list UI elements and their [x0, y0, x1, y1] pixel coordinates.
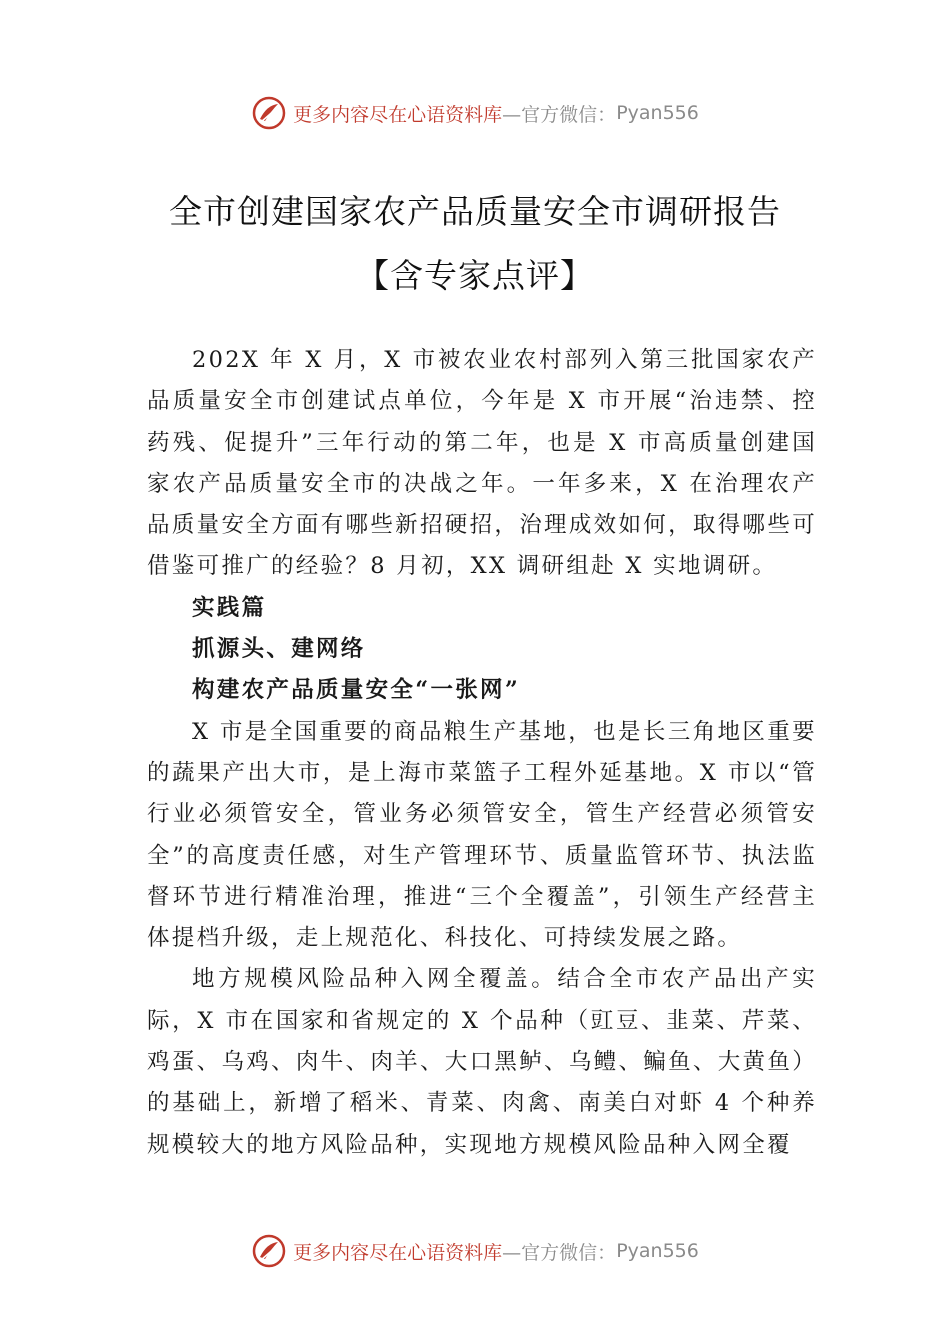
- document-body: [147, 340, 817, 1166]
- banner-wechat-id: Pyan556: [616, 1240, 699, 1262]
- paragraph-overview: X 市是全国重要的商品粮生产基地，也是长三角地区重要的蔬果产出大市，是上海市菜篮子工程外延基地。X 市以“管行业必须管安全，管业务必须管安全，管生产经营必须管安全”的高度责任感，对生产管理环节、质量监管环节、执法监督环节进行精准治理，推进“三个全覆盖”，引领生产经营主体提档升级，走上规范化、科技化、可持续发展之路。: [147, 718, 817, 952]
- section-heading-practice: 实践篇: [192, 594, 267, 621]
- banner-wechat-id: Pyan556: [616, 102, 699, 124]
- banner-wechat-label: —官方微信：: [502, 1241, 617, 1264]
- banner-wechat-label: —官方微信：: [502, 103, 617, 126]
- document-title: 全市创建国家农产品质量安全市调研报告: [169, 192, 781, 231]
- seal-logo-icon: [251, 1233, 287, 1269]
- subsection-heading: 抓源头、建网络: [192, 636, 366, 663]
- paragraph-risk-varieties: 地方规模风险品种入网全覆盖。结合全市农产品出产实际，X 市在国家和省规定的 X 个品种（豇豆、韭菜、芹菜、鸡蛋、乌鸡、肉牛、肉羊、大口黑鲈、乌鳢、鳊鱼、大黄鱼）的基础上，新增了稻米、青菜、肉禽、南美白对虾 4 个种养规模较大的地方风险品种，实现地方规模风险品种入网全覆: [147, 966, 817, 1158]
- seal-logo-icon: [251, 95, 287, 131]
- banner-site-name: 更多内容尽在心语资料库: [293, 1241, 503, 1264]
- paragraph-intro: 202X 年 X 月，X 市被农业农村部列入第三批国家农产品质量安全市创建试点单位，今年是 X 市开展“治违禁、控药残、促提升”三年行动的第二年，也是 X 市高质量创建国家农产品质量安全市的决战之年。一年多来，X 在治理农产品质量安全方面有哪些新招硬招，治理成效如何，取得哪些可借鉴可推广的经验？8 月初，XX 调研组赴 X 实地调研。: [147, 347, 817, 580]
- subsection-subheading: 构建农产品质量安全“一张网”: [192, 677, 521, 704]
- footer-banner: [0, 1231, 950, 1271]
- banner-site-name: 更多内容尽在心语资料库: [293, 103, 503, 126]
- document-subtitle: 【含专家点评】: [356, 256, 594, 295]
- header-banner: [0, 93, 950, 133]
